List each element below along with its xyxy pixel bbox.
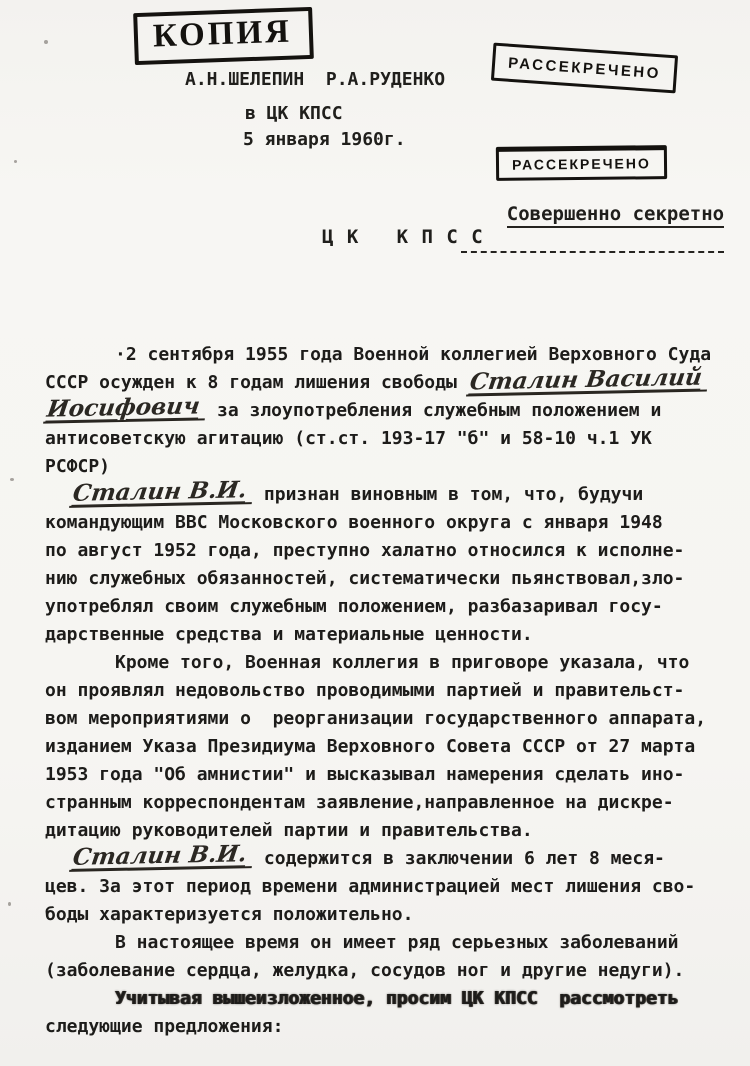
date-line: 5 января 1960г. — [243, 129, 406, 150]
typed-text: ·2 сентября 1955 года Военной коллегией Верховного Суда — [115, 344, 712, 365]
handwritten-text: Сталин В.И. — [69, 844, 255, 872]
declassified-stamp-bottom — [496, 145, 667, 181]
authors-line: А.Н.ШЕЛЕПИН Р.А.РУДЕНКО — [185, 69, 446, 90]
document-line — [45, 649, 735, 677]
typed-text: следующие предложения: — [45, 1016, 284, 1037]
document-body — [45, 341, 735, 1041]
typed-text: за злоупотребления служебным положением и — [206, 400, 662, 421]
handwritten-text: Сталин Василий — [466, 367, 710, 396]
typed-text: РСФСР) — [45, 456, 111, 477]
typed-text: боды характеризуется положительно. — [45, 904, 414, 925]
typed-text: дарственные средства и материальные ценности. — [45, 624, 533, 645]
classification-label — [461, 181, 724, 253]
document-line — [45, 621, 735, 649]
document-line — [45, 453, 735, 481]
declassified-stamp-top-label: РАССЕКРЕЧЕНО — [507, 54, 662, 83]
paragraph — [45, 476, 735, 649]
typed-text: СССР осужден к 8 годам лишения свободы — [45, 372, 468, 393]
declassified-stamp-bottom-label: РАССЕКРЕЧЕНО — [511, 155, 651, 173]
document-line — [45, 1013, 735, 1041]
document-line — [45, 677, 735, 705]
document-line — [45, 733, 735, 761]
typed-text: употреблял своим служебным положением, разбазаривал госу- — [45, 596, 663, 617]
typed-text: содержится в заключении 6 лет 8 меся- — [253, 848, 665, 869]
typed-text: цев. За этот период времени администрацией мест лишения сво- — [45, 876, 696, 897]
scan-artifact — [8, 902, 11, 906]
copy-stamp-label: КОПИЯ — [152, 13, 293, 55]
document-line — [45, 929, 735, 957]
document-line — [45, 840, 735, 873]
paragraph — [45, 929, 735, 985]
document-line — [45, 593, 735, 621]
declassified-stamp-top — [491, 43, 678, 94]
document-line — [45, 565, 735, 593]
document-line — [45, 957, 735, 985]
copy-stamp — [133, 7, 314, 65]
typed-text: дитацию руководителей партии и правительства. — [45, 820, 533, 841]
document-line — [45, 761, 735, 789]
document-line — [45, 705, 735, 733]
document-line — [45, 817, 735, 845]
document-line — [45, 509, 735, 537]
typed-text: антисоветскую агитацию (ст.ст. 193-17 "б" и 58-10 ч.1 УК — [45, 428, 652, 449]
paragraph — [45, 341, 735, 481]
document-line — [45, 901, 735, 929]
paragraph — [45, 840, 735, 929]
typed-text: вом мероприятиями о реорганизации государственного аппарата, — [45, 708, 707, 729]
typed-text: (заболевание сердца, желудка, сосудов ног и другие недуги). — [45, 960, 685, 981]
document-line — [45, 476, 735, 509]
document-line — [45, 392, 735, 425]
scan-artifact — [44, 40, 48, 44]
document-line — [45, 537, 735, 565]
typed-text: странным корреспондентам заявление,направленное на дискре- — [45, 792, 674, 813]
typed-text: командующим ВВС Московского военного округа с января 1948 — [45, 512, 663, 533]
paragraph — [45, 649, 735, 845]
typed-text: нию служебных обязанностей, систематически пьянствовал,зло- — [45, 568, 685, 589]
paragraph — [45, 985, 735, 1041]
handwritten-text: Иосифович — [43, 396, 208, 423]
typed-text: он проявлял недовольство проводимыми партией и правительст- — [45, 680, 685, 701]
scan-artifact — [10, 478, 14, 481]
typed-text: по август 1952 года, преступно халатно относился к исполне- — [45, 540, 685, 561]
smudged-typed-text: Учитывая вышеизложенное, просим ЦК КПСС рассмотреть — [115, 988, 679, 1009]
typed-text: Кроме того, Военная коллегия в приговоре указала, что — [115, 652, 690, 673]
typed-text: изданием Указа Президиума Верховного Совета СССР от 27 марта — [45, 736, 696, 757]
document-line — [45, 985, 735, 1013]
recipient-line: в ЦК КПСС — [245, 103, 343, 124]
typed-text: В настоящее время он имеет ряд серьезных заболеваний — [115, 932, 679, 953]
typed-text: 1953 года "Об амнистии" и высказывал намерения сделать ино- — [45, 764, 685, 785]
handwritten-text: Сталин В.И. — [69, 480, 255, 508]
scan-artifact — [14, 160, 17, 163]
document-line — [45, 789, 735, 817]
document-line — [45, 873, 735, 901]
document-line — [45, 425, 735, 453]
typed-text: признан виновным в том, что, будучи — [253, 484, 644, 505]
salutation-title: Ц К К П С С — [322, 226, 484, 248]
classification-text: Совершенно секретно — [507, 203, 724, 228]
